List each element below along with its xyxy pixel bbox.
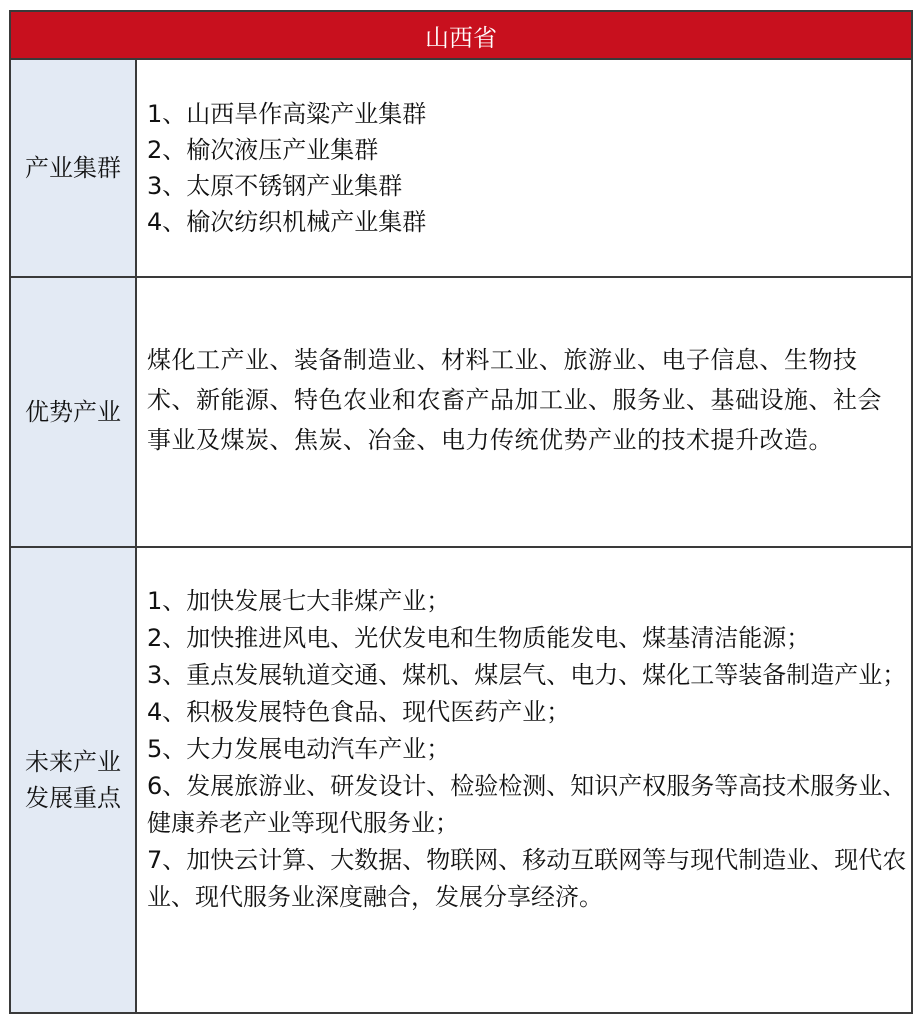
list-item: 6、发展旅游业、研发设计、检验检测、知识产权服务等高技术服务业、健康养老产业等现代服务业； — [147, 772, 907, 837]
row-advantage-industries — [11, 278, 911, 548]
row-future-focus — [11, 548, 911, 1012]
row-label-advantage-industries: 优势产业 — [11, 278, 137, 546]
row-label-future-focus: 未来产业发展重点 — [11, 548, 137, 1012]
list-item: 2、加快推进风电、光伏发电和生物质能发电、煤基清洁能源； — [147, 624, 811, 652]
list-item: 7、加快云计算、大数据、物联网、移动互联网等与现代制造业、现代农业、现代服务业深度融合，发展分享经济。 — [147, 846, 907, 911]
row-content-future-focus — [137, 548, 911, 1012]
province-title: 山西省 — [425, 23, 497, 52]
advantage-industries-text: 煤化工产业、装备制造业、材料工业、旅游业、电子信息、生物技术、新能源、特色农业和农畜产品加工业、服务业、基础设施、社会事业及煤炭、焦炭、冶金、电力传统优势产业的技术提升改造。 — [147, 346, 882, 454]
list-item: 5、大力发展电动汽车产业； — [147, 735, 451, 763]
row-content-industry-clusters — [137, 60, 911, 276]
list-item: 3、太原不锈钢产业集群 — [147, 172, 403, 200]
province-table — [9, 10, 913, 1014]
list-item: 2、榆次液压产业集群 — [147, 136, 379, 164]
table-header — [11, 12, 911, 60]
list-item: 3、重点发展轨道交通、煤机、煤层气、电力、煤化工等装备制造产业； — [147, 661, 907, 689]
list-item: 1、山西旱作高粱产业集群 — [147, 100, 427, 128]
row-content-advantage-industries — [137, 278, 911, 546]
list-item: 1、加快发展七大非煤产业； — [147, 587, 451, 615]
row-industry-clusters — [11, 60, 911, 278]
list-item: 4、榆次纺织机械产业集群 — [147, 208, 427, 236]
row-label-industry-clusters: 产业集群 — [11, 60, 137, 276]
list-item: 4、积极发展特色食品、现代医药产业； — [147, 698, 571, 726]
